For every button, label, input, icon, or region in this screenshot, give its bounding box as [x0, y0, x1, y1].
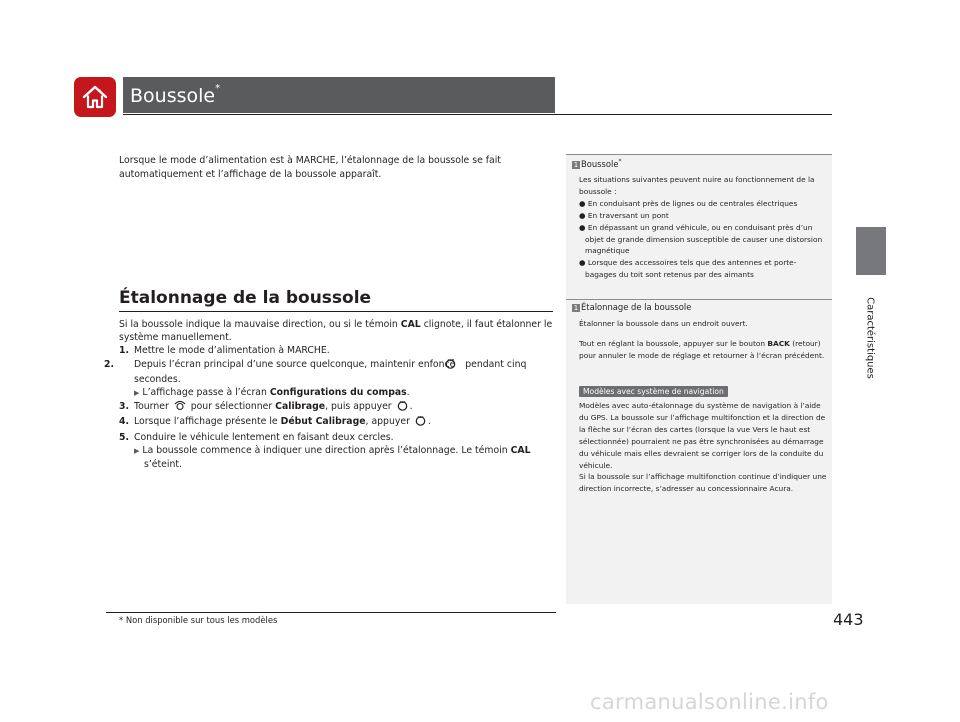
note-paragraph: Tout en réglant la boussole, appuyer sur le bouton BACK (retour) pour annuler le mode de réglage et retourner à l’écran précédent.: [579, 338, 825, 360]
step-3: 3. Tourner pour sélectionner Calibrage, puis appuyer .: [119, 400, 555, 415]
note-bullet: ● Lorsque des accessoires tels que des antennes et porte-bagages du toit sont retenus par des aimants: [579, 258, 797, 280]
step-1: 1. Mettre le mode d’alimentation à MARCHE.: [119, 345, 330, 357]
home-icon: [81, 83, 109, 111]
navigation-models-tag: Modèles avec système de navigation: [579, 386, 728, 397]
footer-divider: [106, 612, 556, 613]
step-2-result: ▶ L’affichage passe à l’écran Configurations du compas.: [134, 387, 410, 399]
note-body-etalonnage: [579, 318, 827, 362]
title-footnote-marker: *: [215, 82, 221, 94]
note-body-boussole: [579, 174, 827, 281]
page-number: 443: [833, 610, 864, 629]
note-body-navigation: [579, 400, 827, 495]
note-bullet: ● En conduisant près de lignes ou de centrales électriques: [579, 198, 798, 208]
note-divider: [566, 154, 832, 155]
procedure: [104, 318, 555, 471]
selector-knob-icon: [174, 400, 186, 415]
chapter-label: Caractéristiques: [864, 297, 876, 379]
section-title: Étalonnage de la boussole: [119, 288, 372, 308]
footnote: * Non disponible sur tous les modèles: [119, 615, 278, 625]
note-heading-etalonnage: 1 Étalonnage de la boussole: [573, 302, 692, 312]
step-5-result: ▶ La boussole commence à indiquer une direction après l’étalonnage. Le témoin CAL s’éteint.: [134, 444, 531, 471]
title-divider: [123, 114, 832, 115]
watermark: carmanualsonline.info: [590, 690, 829, 714]
note-intro: Les situations suivantes peuvent nuire au fonctionnement de la boussole :: [579, 175, 815, 196]
result-arrow-icon: ▶: [134, 446, 140, 455]
note-paragraph: Si la boussole sur l’affichage multifonction continue d’indiquer une direction incorrecte, s’adresser au concessionnaire Acura.: [579, 472, 827, 494]
section-divider: [119, 311, 553, 312]
intro-paragraph: Lorsque le mode d’alimentation est à MARCHE, l’étalonnage de la boussole se fait automatiquement et l’affichage de la boussole apparaît.: [119, 155, 501, 180]
sidebar-notes: [566, 154, 832, 604]
step-5: 5. Conduire le véhicule lentement en faisant deux cercles.: [119, 431, 394, 443]
enter-button-icon: [415, 415, 426, 430]
chapter-tab[interactable]: [856, 227, 886, 275]
result-arrow-icon: ▶: [134, 389, 140, 398]
home-button[interactable]: [74, 77, 116, 117]
note-paragraph: Étalonner la boussole dans un endroit ouvert.: [579, 319, 748, 328]
note-bullet: ● En traversant un pont: [579, 210, 669, 220]
step-2: 2. Depuis l’écran principal d’une source quelconque, maintenir enfoncé pendant cinq secondes.: [104, 358, 527, 385]
procedure-intro: Si la boussole indique la mauvaise direction, ou si le témoin CAL clignote, il faut étalonner le système manuellement.: [119, 319, 553, 344]
note-bullet: ● En dépassant un grand véhicule, ou en conduisant près d’un objet de grande dimension susceptible de causer une distorsion magnétique: [579, 222, 823, 256]
note-paragraph: Modèles avec auto-étalonnage du système de navigation à l’aide du GPS. La boussole sur l’affichage multifonction et la direction de la flèche sur l’écran des cartes (lorsque la vue Vers le haut est sélectionnée) pourraient ne pas être synchronisées au démarrage du véhicule mais elles devraient se corriger lors de la conduite du véhicule.: [579, 401, 826, 470]
enter-button-icon: [397, 400, 408, 415]
note-heading-boussole: 1 Boussole*: [573, 158, 622, 169]
note-divider: [566, 299, 832, 300]
step-4: 4. Lorsque l’affichage présente le Début Calibrage, appuyer .: [119, 415, 555, 430]
page-title: Boussole*: [130, 82, 221, 107]
